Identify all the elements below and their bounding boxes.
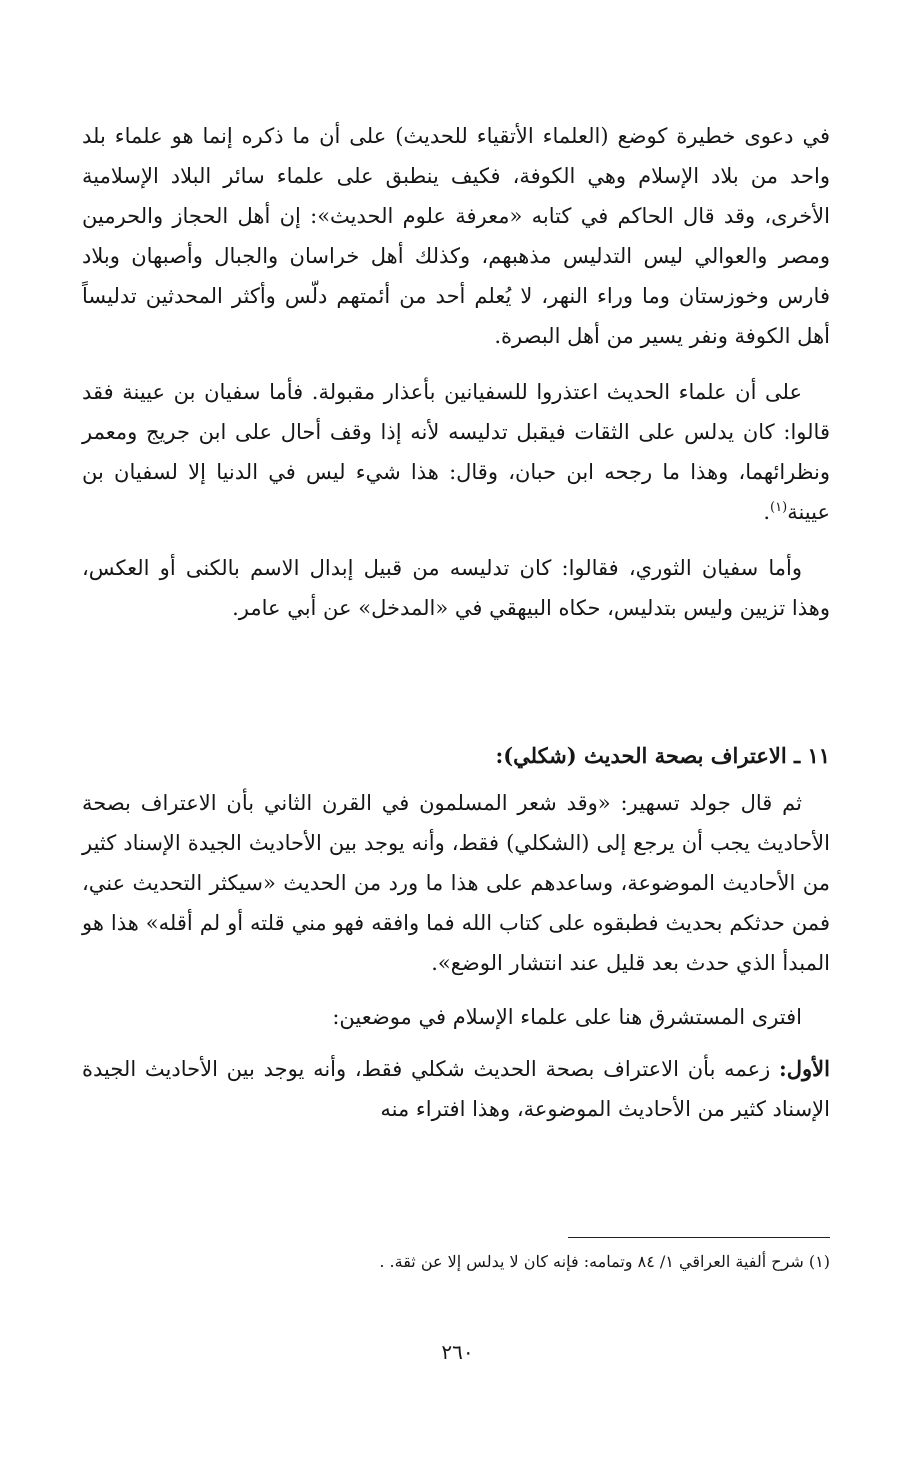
paragraph-4: ثم قال جولد تسهير: «وقد شعر المسلمون في القرن الثاني بأن الاعتراف بصحة الأحاديث يجب أن يرجع إلى (الشكلي) فقط، وأنه يوجد بين الأحاديث الجيدة الإسناد كثير من الأحاديث الموضوعة، وساعدهم على هذا ما ورد من الحديث «سيكثر التحديث عني، فمن حدثكم بحديث فطبقوه على كتاب الله فما وافقه فهو مني قلته أو لم أقله» هذا هو المبدأ الذي حدث بعد قليل عند انتشار الوضع». bbox=[82, 791, 830, 975]
paragraph-6-lead: الأول: bbox=[779, 1056, 830, 1081]
body-text-section-2 bbox=[82, 783, 830, 1129]
section-heading: ١١ ـ الاعتراف بصحة الحديث (شكلي): bbox=[495, 743, 830, 768]
paragraph-2 bbox=[82, 372, 830, 532]
paragraph-1: في دعوى خطيرة كوضع (العلماء الأتقياء للحديث) على أن ما ذكره إنما هو علماء بلد واحد من بلاد الإسلام وهي الكوفة، فكيف ينطبق على علماء سائر البلاد الإسلامية الأخرى، وقد قال الحاكم في كتابه «معرفة علوم الحديث»: إن أهل الحجاز والحرمين ومصر والعوالي ليس التدليس مذهبهم، وكذلك أهل خراسان والجبال وأصبهان وبلاد فارس وخوزستان وما وراء النهر، لا يُعلم أحد من أئمتهم دلّس وأكثر المحدثين تدليساً أهل الكوفة ونفر يسير من أهل البصرة. bbox=[82, 124, 830, 348]
paragraph-5: افترى المستشرق هنا على علماء الإسلام في موضعين: bbox=[332, 1005, 802, 1029]
paragraph-6 bbox=[82, 1049, 830, 1129]
body-text-section-1 bbox=[82, 116, 830, 628]
footnote: (١) شرح ألفية العراقي ١/ ٨٤ وتمامه: فإنه كان لا يدلس إلا عن ثقة. . bbox=[379, 1252, 830, 1271]
footnote-separator bbox=[568, 1237, 830, 1238]
paragraph-6-text: زعمه بأن الاعتراف بصحة الحديث شكلي فقط، وأنه يوجد بين الأحاديث الجيدة الإسناد كثير من الأحاديث الموضوعة، وهذا افتراء منه bbox=[82, 1057, 830, 1121]
footnote-reference: (١) bbox=[770, 500, 788, 515]
page-number: ٢٦٠ bbox=[441, 1340, 474, 1364]
paragraph-2-text: على أن علماء الحديث اعتذروا للسفيانين بأعذار مقبولة. فأما سفيان بن عيينة فقد قالوا: كان يدلس على الثقات فيقبل تدليسه لأنه إذا وقف أحال على ابن جريج ومعمر ونظرائهما، وهذا ما رجحه ابن حبان، وقال: هذا شيء ليس في الدنيا إلا لسفيان بن عيينة bbox=[82, 380, 830, 524]
paragraph-3: وأما سفيان الثوري، فقالوا: كان تدليسه من قبيل إبدال الاسم بالكنى أو العكس، وهذا تزيين وليس بتدليس، حكاه البيهقي في «المدخل» عن أبي عامر. bbox=[82, 556, 830, 620]
paragraph-2-end: . bbox=[763, 500, 771, 524]
